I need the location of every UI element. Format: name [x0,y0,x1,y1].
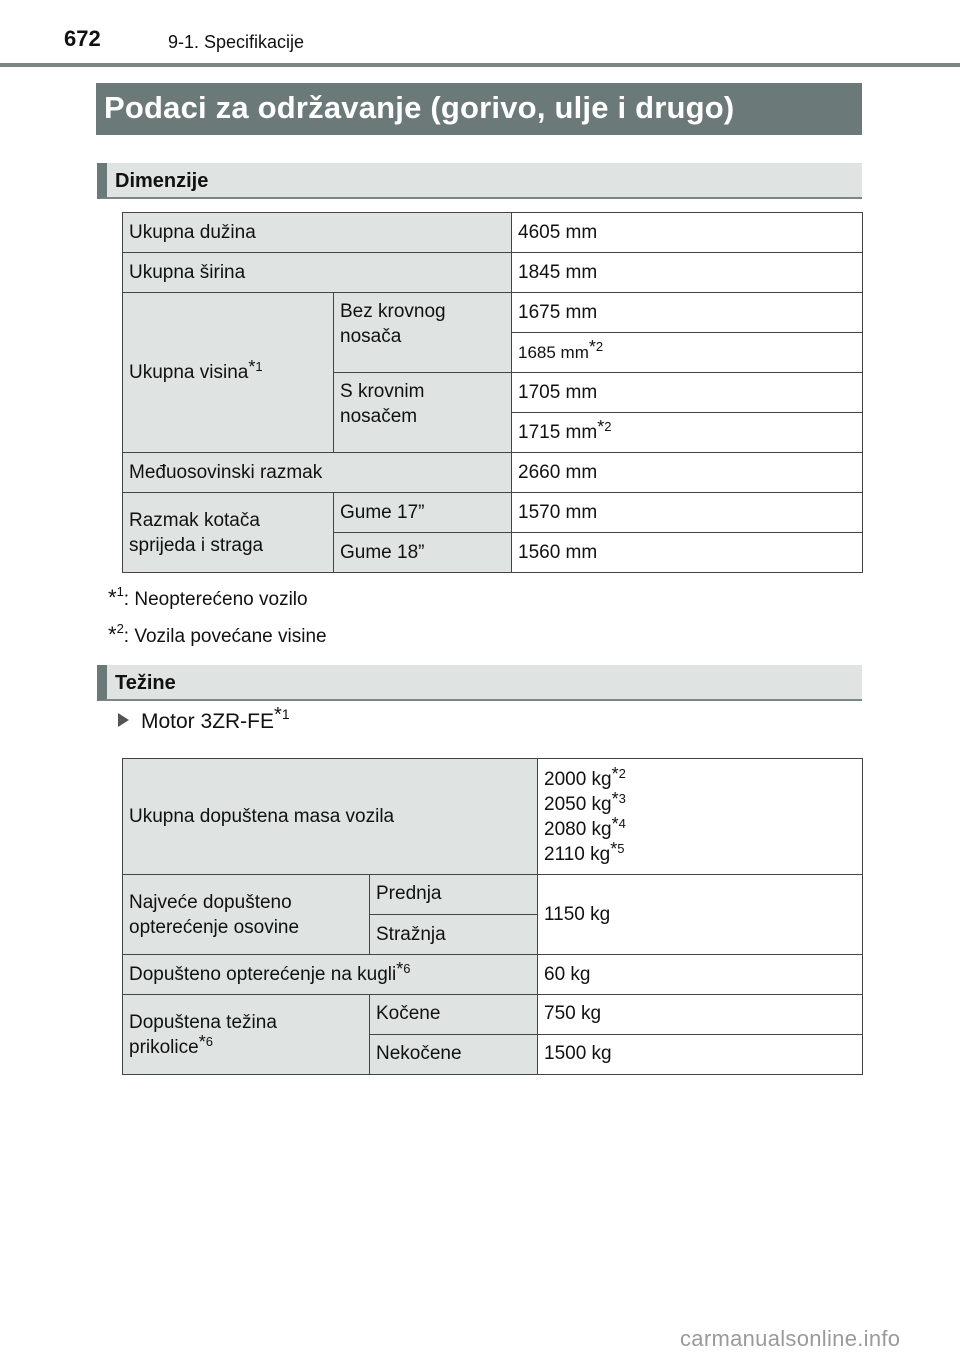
row-label [123,293,334,453]
table-row [123,453,863,493]
row-value: 1560 mm [512,533,863,573]
table-row [123,759,863,875]
row-value: 2000 kg$^{*2}$ 2050 kg$^{*3}$ 2080 kg$^{*4}$ 2110 kg$^{*5}$ [538,759,863,875]
page-number: 672 [64,26,101,51]
sub-label: Gume 18” [334,533,512,573]
section-path: 9-1. Specifikacije [168,32,305,52]
table-row [123,875,863,915]
sub-label: S krovnim nosačem [334,373,512,453]
engine-subheading: Motor 3ZR-FE$^{*1}$ [118,710,290,734]
row-label: Razmak kotača sprijeda i straga [123,493,334,573]
dimensions-table [122,212,863,573]
watermark: carmanualsonline.info [680,1326,901,1351]
table-row [123,955,863,995]
row-label: Međuosovinski razmak [123,453,512,493]
label-text: Ukupna visina [129,362,249,383]
row-value: 750 kg [538,995,863,1035]
row-value: 1570 mm [512,493,863,533]
row-label: Ukupna dužina [123,213,512,253]
header-rule [0,63,960,67]
row-value: 1715 mm$^{*2}$ [512,413,863,453]
row-value: 2660 mm [512,453,863,493]
row-label: Dopušteno opterećenje na kugli$^{*6}$ [123,955,538,995]
section-heading-weights: Težine [97,665,862,701]
sub-label: Nekočene [370,1035,538,1075]
row-value: 1845 mm [512,253,863,293]
table-row [123,213,863,253]
table-row [123,493,863,533]
sub-label: Prednja [370,875,538,915]
table-row [123,253,863,293]
footnote-ref: *2 [588,337,604,357]
sub-label: Stražnja [370,915,538,955]
row-label: Ukupna dopuštena masa vozila [123,759,538,875]
row-value: 1150 kg [538,875,863,955]
row-value: 1675 mm [512,293,863,333]
row-value: 1500 kg [538,1035,863,1075]
row-label: Najveće dopušteno opterećenje osovine [123,875,370,955]
row-label: Dopuštena težina prikolice$^{*6}$ [123,995,370,1075]
footnote-1: *$^1$: Neopterećeno vozilo [108,584,308,610]
footnote-ref: *2 [597,417,612,437]
row-value: 1705 mm [512,373,863,413]
sub-label: Kočene [370,995,538,1035]
table-row [123,995,863,1035]
row-value: 60 kg [538,955,863,995]
triangle-right-icon [118,713,129,727]
page-title: Podaci za održavanje (gorivo, ulje i drugo) [96,83,862,135]
section-heading-dimensions: Dimenzije [97,163,862,199]
sub-label: Bez krovnog nosača [334,293,512,373]
row-label: Ukupna širina [123,253,512,293]
table-row [123,293,863,333]
row-value: 4605 mm [512,213,863,253]
weights-table [122,758,863,1075]
footnote-2: *$^2$: Vozila povećane visine [108,621,327,647]
sub-label: Gume 17” [334,493,512,533]
row-value: 1685 mm$^{*2}$ [512,333,863,373]
footnote-ref: *1 [248,357,263,377]
